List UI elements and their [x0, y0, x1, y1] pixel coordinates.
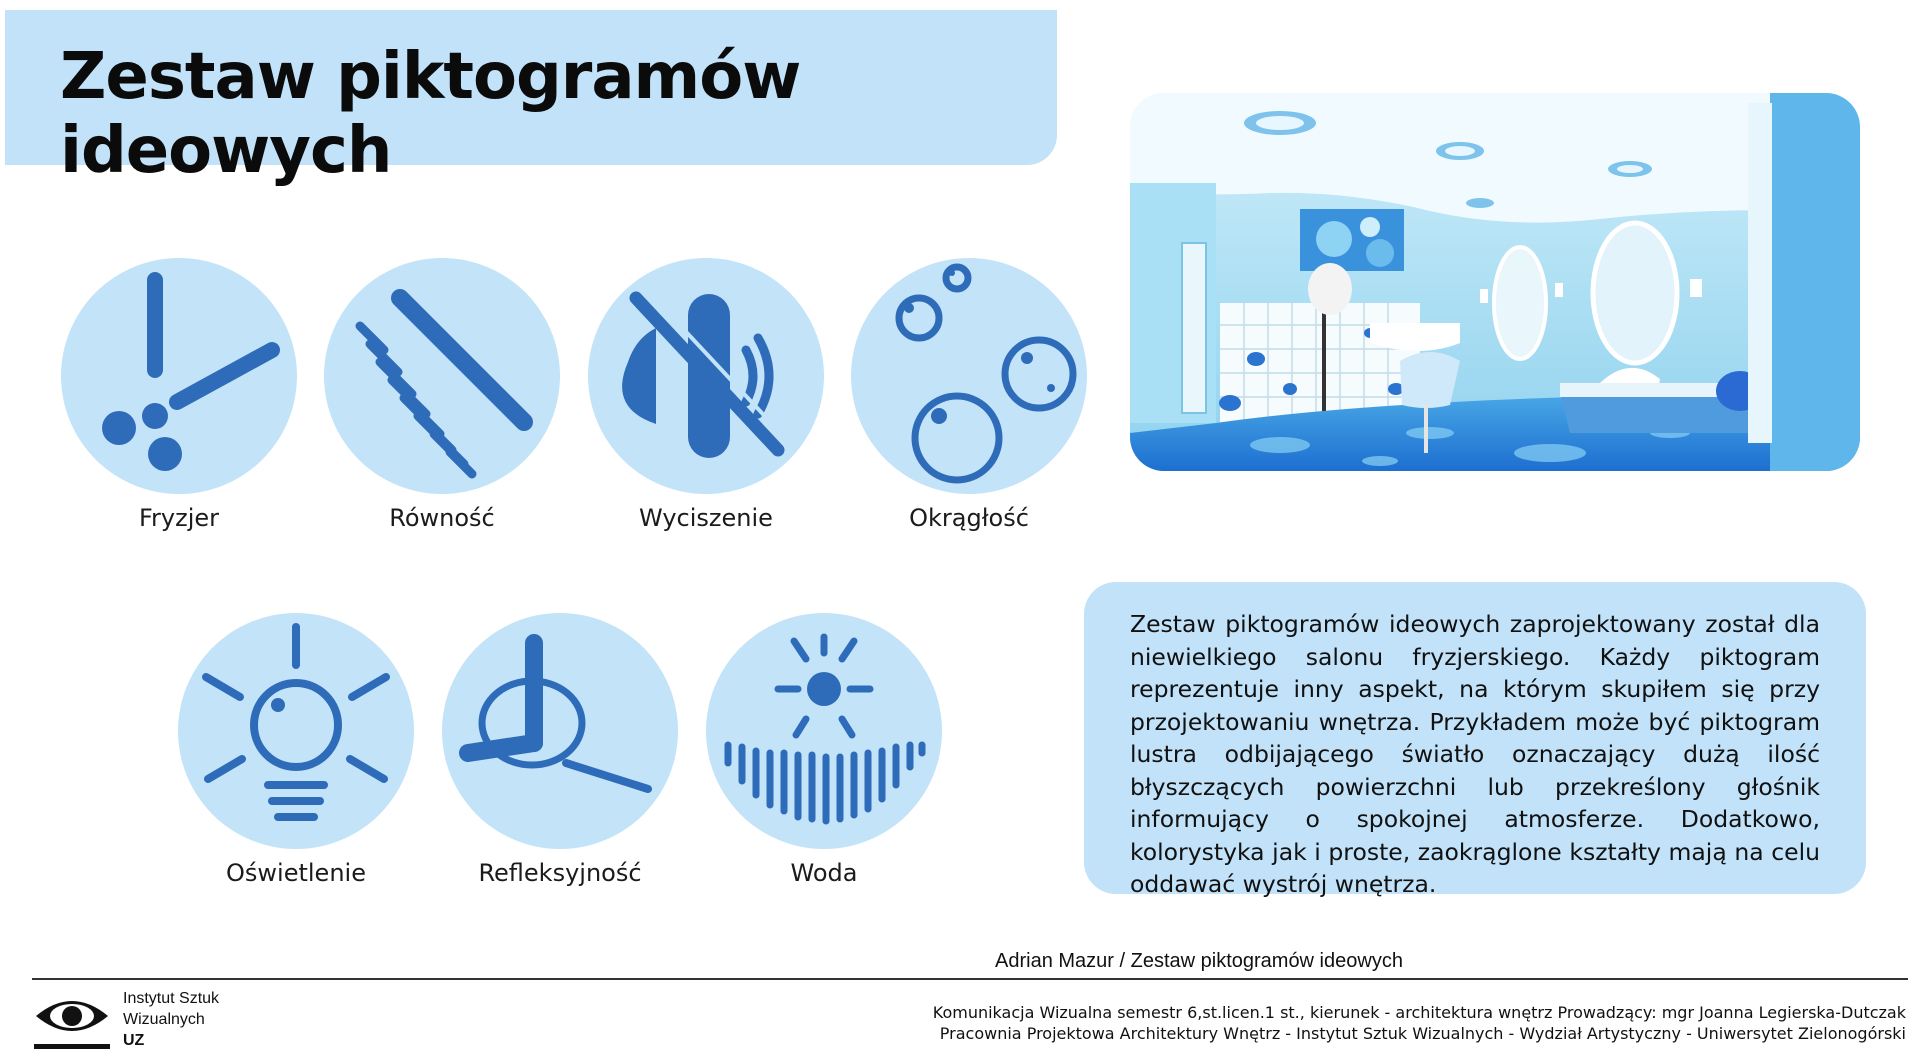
description-text: Zestaw piktogramów ideowych zaprojektowany został dla niewielkiego salonu fryzjerskiego. Każdy piktogram reprezentuje inny aspekt, na którym skupiłem się przy przojektowaniu wnętrza. Przykładem może być piktogram lustra odbijającego światło oznaczający dużą ilość błyszczących powierzchni lub przekreślony głośnik informujący o spokojnej atmosferze. Dodatkowo, kolorystyka jak i proste, zaokrąglone kształty mają na celu oddawać wystrój wnętrza. — [1130, 610, 1820, 898]
bubbles-icon — [851, 258, 1087, 494]
institute-name: Instytut Sztuk Wizualnych UZ — [123, 990, 220, 1049]
pictogram-label: Okrągłość — [909, 504, 1029, 532]
pictogram-rownosc — [324, 258, 560, 532]
salon-interior-photo — [1130, 93, 1860, 471]
pictogram-wyciszenie — [588, 258, 824, 532]
pictogram-refleksyjnosc — [442, 613, 678, 887]
title-banner — [5, 10, 1057, 188]
water-sun-icon — [706, 613, 942, 849]
pictogram-label: Równość — [389, 504, 495, 532]
lightbulb-icon — [178, 613, 414, 849]
muted-speaker-icon — [588, 258, 824, 494]
pictogram-oswietlenie — [178, 613, 414, 887]
course-info: Komunikacja Wizualna semestr 6,st.licen.1 st., kierunek - architektura wnętrz Prowadzący: mgr Joanna Legierska-Dutczak Pracownia Projektowa Architektury Wnętrz - Instytut Sztuk Wizualnych - Wydział Artystyczny - Uniwersytet Zielonogórski — [932, 1003, 1906, 1043]
mirror-reflection-icon — [442, 613, 678, 849]
scissors-icon — [61, 258, 297, 494]
pictogram-label: Wyciszenie — [639, 504, 773, 532]
salon-interior-image — [1130, 93, 1860, 471]
pictogram-label: Refleksyjność — [478, 859, 642, 887]
pictogram-label: Woda — [790, 859, 858, 887]
pictogram-okraglosc — [851, 258, 1087, 532]
footer-divider — [32, 978, 1908, 980]
pictogram-label: Oświetlenie — [226, 859, 366, 887]
author-line: Adrian Mazur / Zestaw piktogramów ideowych — [995, 950, 1403, 972]
comb-icon — [324, 258, 560, 494]
description-box — [1084, 582, 1866, 898]
page-title: Zestaw piktogramów ideowych — [60, 40, 801, 188]
pictogram-fryzjer — [61, 258, 297, 532]
pictogram-label: Fryzjer — [138, 504, 220, 532]
pictogram-woda — [706, 613, 942, 887]
eye-logo-icon — [32, 990, 112, 1050]
